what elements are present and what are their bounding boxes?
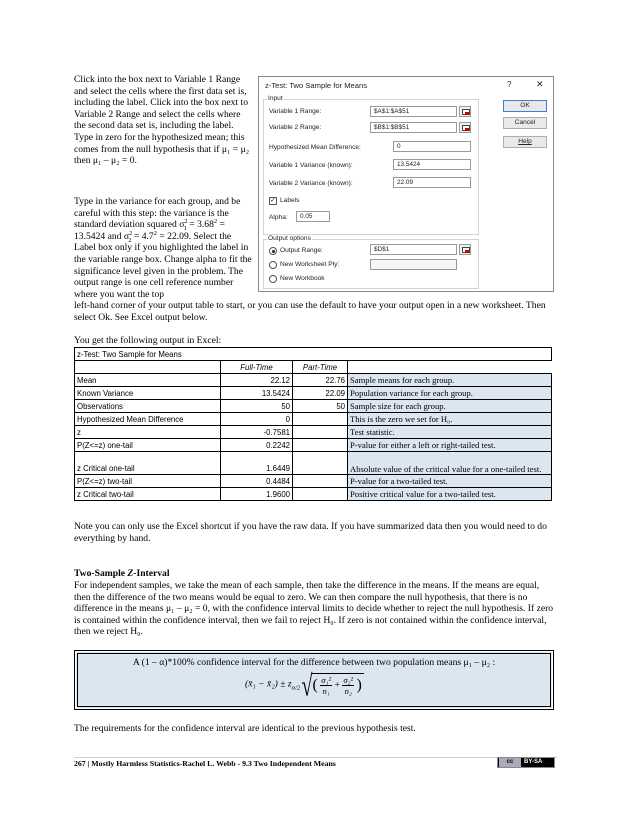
full-time-value: 0.2242 xyxy=(221,439,293,452)
table-row xyxy=(75,387,552,400)
var1-range-input[interactable]: $A$1:$A$51 xyxy=(370,106,457,117)
row-note: This is the zero we set for H₀. xyxy=(348,413,552,426)
section-heading: Two-Sample Z-Interval xyxy=(74,568,170,579)
full-time-value: 1.6449 xyxy=(221,452,293,475)
new-workbook-radio[interactable] xyxy=(269,275,277,283)
table-row xyxy=(75,439,552,452)
table-row xyxy=(75,413,552,426)
shortcut-note: Note you can only use the Excel shortcut if you have the raw data. If you have summarized data then you would need to do everything by hand. xyxy=(74,521,547,544)
help-question-icon[interactable]: ? xyxy=(507,80,512,89)
row-note: Sample size for each group. xyxy=(348,400,552,413)
var1-variance-label: Variable 1 Variance (known): xyxy=(269,162,353,169)
hyp-mean-diff-label: Hypothesized Mean Difference: xyxy=(269,144,361,151)
table-row xyxy=(75,452,552,475)
new-workbook-label: New Workbook xyxy=(280,275,325,282)
header-full-time: Full-Time xyxy=(221,361,293,374)
row-label: z xyxy=(75,426,221,439)
row-label: z Critical one-tail xyxy=(75,452,221,475)
header-part-time: Part-Time xyxy=(293,361,348,374)
cc-by-sa-license-icon xyxy=(497,757,555,768)
output-range-radio[interactable] xyxy=(269,247,277,255)
new-worksheet-label: New Worksheet Ply: xyxy=(280,261,340,268)
cc-icon: cc xyxy=(499,758,521,767)
full-time-value: 0 xyxy=(221,413,293,426)
row-note: P-value for either a left or right-tailed test. xyxy=(348,439,552,452)
labels-label: Labels xyxy=(280,197,300,204)
close-icon[interactable]: ✕ xyxy=(536,79,544,89)
full-time-value: 1.9600 xyxy=(221,488,293,501)
input-group-label: Input xyxy=(268,95,283,102)
var2-variance-input[interactable]: 22.09 xyxy=(393,177,471,188)
full-time-value: 50 xyxy=(221,400,293,413)
sqrt-term: √ ( $\frac{\text{σ₁²}}{\text{n₁}}$ + $\frac{\text{σ₂²}}{\text{n₂}}$ ) xyxy=(311,673,364,696)
help-button[interactable]: Help xyxy=(503,136,547,148)
full-time-value: -0.7581 xyxy=(221,426,293,439)
output-intro: You get the following output in Excel: xyxy=(74,335,222,346)
dialog-title: z-Test: Two Sample for Means xyxy=(265,81,367,90)
variance-paragraph: Type in the variance for each group, and be careful with this step: the variance is the standard deviation squared $\sigma^2_1 = 3.68^2 = 13.5424$ and $\sigma^2_2 = 4.7^2 = 22.09$. Select the Label box only if you highlighted the label in the variable range box. Change alpha to fit the significance level given in the problem. The output range is one cell reference number where you want the top xyxy=(74,196,252,300)
output-range-picker-button[interactable] xyxy=(459,244,471,255)
row-label: Observations xyxy=(75,400,221,413)
row-note: Population variance for each group. xyxy=(348,387,552,400)
table-header-row xyxy=(75,361,552,374)
var1-variance-input[interactable]: 13.5424 xyxy=(393,159,471,170)
row-note: Test statistic. xyxy=(348,426,552,439)
full-time-value: 22.12 xyxy=(221,374,293,387)
var2-variance-label: Variable 2 Variance (known): xyxy=(269,180,353,187)
row-note: Absolute value of the critical value for a one-tailed test. xyxy=(348,452,552,475)
row-note: Sample means for each group. xyxy=(348,374,552,387)
part-time-value xyxy=(293,426,348,439)
z-subscript: α/2 xyxy=(291,684,301,692)
table-title-row xyxy=(75,348,552,361)
new-worksheet-input[interactable] xyxy=(370,259,457,270)
cancel-button[interactable]: Cancel xyxy=(503,117,547,129)
part-time-value xyxy=(293,452,348,475)
part-time-value xyxy=(293,439,348,452)
row-label: z Critical two-tail xyxy=(75,488,221,501)
row-label: P(Z<=z) two-tail xyxy=(75,475,221,488)
new-worksheet-radio[interactable] xyxy=(269,261,277,269)
header-blank xyxy=(75,361,221,374)
row-label: Known Variance xyxy=(75,387,221,400)
labels-checkbox[interactable]: ✓ xyxy=(270,197,276,204)
var1-range-picker-button[interactable] xyxy=(459,106,471,117)
var2-range-picker-button[interactable] xyxy=(459,122,471,133)
output-group-label: Output options xyxy=(268,235,311,242)
full-time-value: 0.4484 xyxy=(221,475,293,488)
formula xyxy=(245,673,364,696)
ztest-dialog xyxy=(258,76,554,292)
var2-range-label: Variable 2 Range: xyxy=(269,124,322,131)
confidence-interval-formula-box xyxy=(74,650,554,710)
part-time-value: 50 xyxy=(293,400,348,413)
row-label: P(Z<=z) one-tail xyxy=(75,439,221,452)
footer-divider xyxy=(74,757,557,758)
variance-tail: left-hand corner of your output table to start, or you can use the default to have your output open in a new worksheet. Then select Ok. See Excel output below. xyxy=(74,300,546,323)
hyp-mean-diff-input[interactable]: 0 xyxy=(393,141,471,152)
table-row xyxy=(75,488,552,501)
part-time-value xyxy=(293,413,348,426)
formula-lhs: (x̄₁ − x̄₂) ± z xyxy=(245,678,292,690)
row-note: P-value for a two-tailed test. xyxy=(348,475,552,488)
row-label: Hypothesized Mean Difference xyxy=(75,413,221,426)
by-sa-label: BY-SA xyxy=(524,759,543,765)
full-time-value: 13.5424 xyxy=(221,387,293,400)
part-time-value: 22.76 xyxy=(293,374,348,387)
var1-range-label: Variable 1 Range: xyxy=(269,108,322,115)
table-row xyxy=(75,374,552,387)
table-title: z-Test: Two Sample for Means xyxy=(75,348,552,361)
part-time-value xyxy=(293,475,348,488)
formula-title: A (1 – α)*100% confidence interval for the difference between two population means μ₁ – μ₂ : xyxy=(132,657,496,668)
table-row xyxy=(75,426,552,439)
output-range-input[interactable]: $D$1 xyxy=(370,244,457,255)
table-row xyxy=(75,475,552,488)
header-note-blank xyxy=(348,361,552,374)
ok-button[interactable]: OK xyxy=(503,100,547,112)
part-time-value xyxy=(293,488,348,501)
output-range-label: Output Range: xyxy=(280,247,323,254)
row-label: Mean xyxy=(75,374,221,387)
row-note: Positive critical value for a two-tailed test. xyxy=(348,488,552,501)
intro-paragraph: Click into the box next to Variable 1 Range and select the cells where the first data set is, including the label. Click into the box next to Variable 2 Range and select the cells where the second data set is, including the label. Type in zero for the hypothesized mean; this comes from the null hypothesis that if μ₁ = μ₂ then μ₁ – μ₂ = 0. xyxy=(74,74,250,167)
page-footer: 267 | Mostly Harmless Statistics-Rachel L. Webb - 9.3 Two Independent Means xyxy=(74,759,336,768)
var2-range-input[interactable]: $B$1:$B$51 xyxy=(370,122,457,133)
part-time-value: 22.09 xyxy=(293,387,348,400)
alpha-input[interactable]: 0.05 xyxy=(296,211,330,222)
alpha-label: Alpha: xyxy=(269,214,288,221)
section-body: For independent samples, we take the mean of each sample, then take the difference in the means. If the means are equal, then the difference of the two means would be equal to zero. We can then compare the null hypothesis, that there is no difference in the means μ₁ – μ₂ = 0, with the confidence interval limits to decide whether to reject the null hypothesis. If zero is contained within the confidence interval, then we fail to reject H₀. If zero is not contained within the confidence interval, then we reject H₀. xyxy=(74,580,554,638)
requirements-note: The requirements for the confidence interval are identical to the previous hypothesis test. xyxy=(74,723,416,734)
table-row xyxy=(75,400,552,413)
excel-output-table xyxy=(74,347,552,501)
